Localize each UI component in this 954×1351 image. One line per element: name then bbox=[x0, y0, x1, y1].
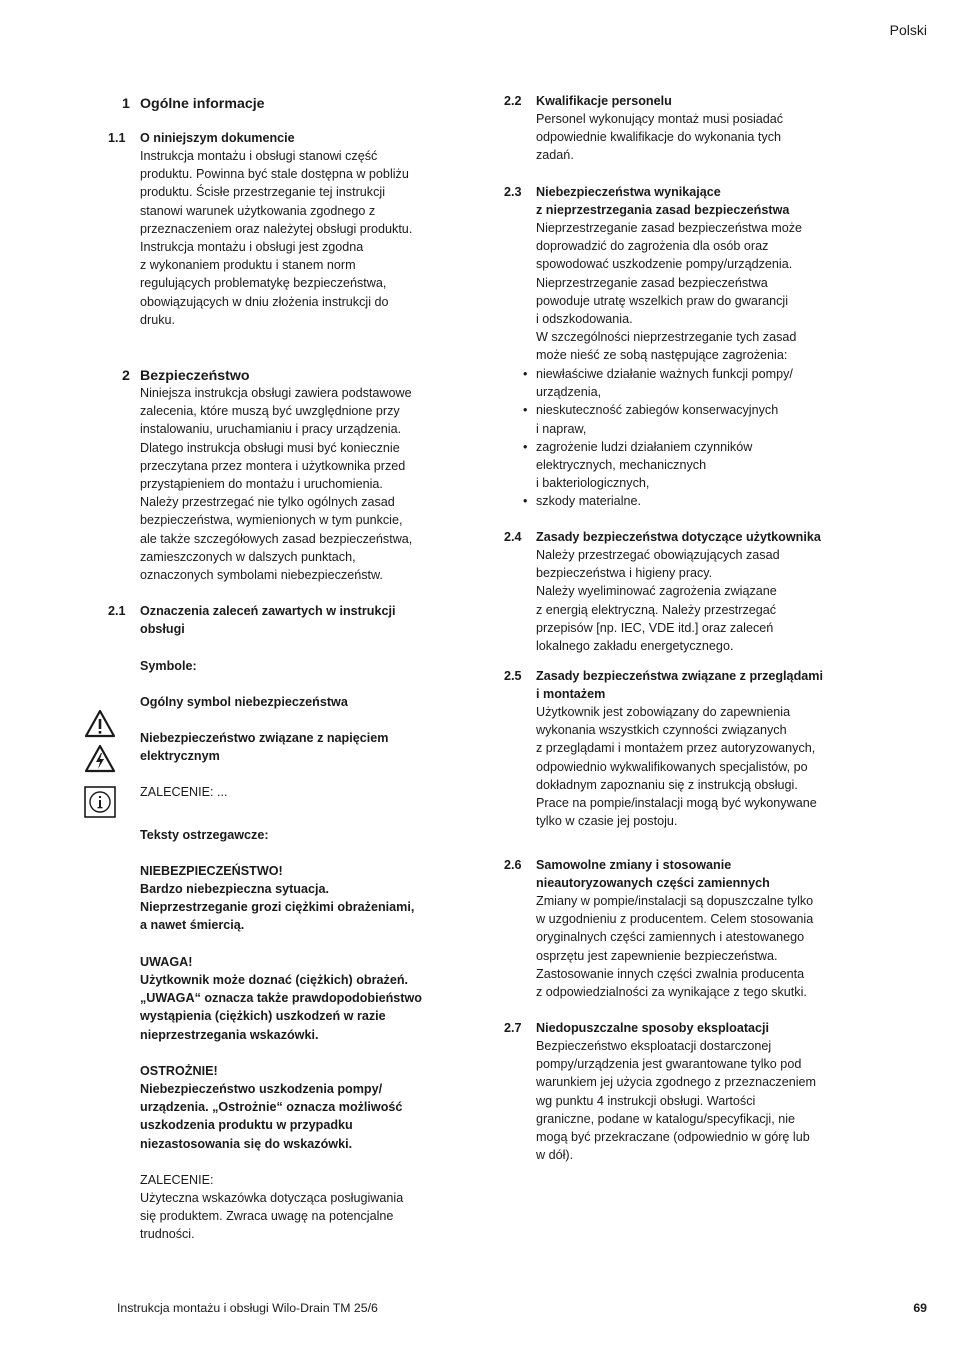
list-item: • szkody materialne. bbox=[536, 492, 836, 510]
section-text: Użytkownik jest zobowiązany do zapewnienia wykonania wszystkich czynności związanych z przeglądami i montażem przez autoryzowanych, odpowiednio wykwalifikowanych specjalistów, po dokładnym zapoznaniu się z instrukcją obsługi. Prace na pompie/instalacji mogą być wykonywane tylko w czasie jej postoju. bbox=[536, 705, 817, 829]
section-title: Samowolne zmiany i stosowanie nieautoryzowanych części zamiennych bbox=[536, 858, 770, 891]
section-number: 2 bbox=[122, 368, 130, 384]
section-title: Kwalifikacje personelu bbox=[536, 94, 672, 108]
section-text: Należy przestrzegać obowiązujących zasad bezpieczeństwa i higieny pracy. Należy wyeliminować zagrożenia związane z energią elektryczną. Należy przestrzegać przepisów [np. IEC, VDE itd.] oraz zaleceń lokalnego zakładu energetycznego. bbox=[536, 548, 780, 654]
section-title: Bezpieczeństwo bbox=[140, 368, 250, 384]
section-text: Zmiany w pompie/instalacji są dopuszczalne tylko w uzgodnieniu z producentem. Celem stosowania oryginalnych części zamiennych i atestowanego osprzętu jest zapewnienie bezpieczeństwa. Zastosowanie innych części zwalnia producenta z odpowiedzialności za wynikające z tego skutki. bbox=[536, 894, 814, 1000]
section-text: Nieprzestrzeganie zasad bezpieczeństwa może doprowadzić do zagrożenia dla osób oraz spowodować uszkodzenie pompy/urządzenia. Nieprzestrzeganie zasad bezpieczeństwa powoduje utratę wszelkich praw do gwarancji i odszkodowania. W szczególności nieprzestrzeganie tych zasad może nieść ze sobą następujące zagrożenia: bbox=[536, 221, 803, 363]
list-item: • zagrożenie ludzi działaniem czynników elektrycznych, mechanicznych i bakteriologicznych, bbox=[536, 438, 836, 493]
section-number: 2.5 bbox=[504, 669, 522, 683]
section-number: 2.2 bbox=[504, 94, 522, 108]
section-title: Ogólne informacje bbox=[140, 96, 265, 112]
section-title: Niedopuszczalne sposoby eksploatacji bbox=[536, 1021, 770, 1035]
hazard-list bbox=[536, 365, 836, 511]
section-title: Niebezpieczeństwa wynikające z nieprzestrzegania zasad bezpieczeństwa bbox=[536, 185, 790, 218]
page-number: 69 bbox=[913, 1301, 927, 1315]
caution-text: Niebezpieczeństwo uszkodzenia pompy/ urządzenia. „Ostrożnie“ oznacza możliwość uszkodzenia produktu w przypadku niezastosowania się do wskazówki. bbox=[140, 1082, 403, 1151]
footer-document-title: Instrukcja montażu i obsługi Wilo-Drain TM 25/6 bbox=[117, 1301, 378, 1315]
danger-text: Bardzo niebezpieczna sytuacja. Nieprzestrzeganie grozi ciężkimi obrażeniami, a nawet śmiercią. bbox=[140, 882, 415, 933]
section-title: Zasady bezpieczeństwa związane z przeglądami i montażem bbox=[536, 669, 823, 702]
list-item: • nieskuteczność zabiegów konserwacyjnych i napraw, bbox=[536, 401, 836, 437]
section-number: 2.7 bbox=[504, 1021, 522, 1035]
section-number: 1.1 bbox=[108, 131, 126, 145]
section-text: Bezpieczeństwo eksploatacji dostarczonej pompy/urządzenia jest gwarantowane tylko pod warunkiem jej użycia zgodnego z przeznaczeniem wg punktu 4 instrukcji obsługi. Wartości graniczne, podane w katalogu/specyfikacji, nie mogą być przekraczane (odpowiednio w górę lub w dół). bbox=[536, 1039, 817, 1163]
danger-title: NIEBEZPIECZEŃSTWO! bbox=[140, 864, 283, 878]
warning-text: Użytkownik może doznać (ciężkich) obrażeń. „UWAGA“ oznacza także prawdopodobieństwo wystąpienia (ciężkich) uszkodzeń w razie nieprzestrzegania wskazówki. bbox=[140, 973, 422, 1042]
section-text: Personel wykonujący montaż musi posiadać odpowiednie kwalifikacje do wykonania tych zadań. bbox=[536, 112, 784, 163]
section-number: 2.1 bbox=[108, 604, 126, 618]
note-title: ZALECENIE: bbox=[140, 1173, 214, 1187]
section-title: Oznaczenia zaleceń zawartych w instrukcji obsługi bbox=[140, 604, 396, 637]
warning-title: UWAGA! bbox=[140, 955, 193, 969]
symbol-electric-label: Niebezpieczeństwo związane z napięciem elektrycznym bbox=[140, 731, 389, 764]
section-number: 2.4 bbox=[504, 530, 522, 544]
note-text: Użyteczna wskazówka dotycząca posługiwania się produktem. Zwraca uwagę na potencjalne trudności. bbox=[140, 1191, 404, 1242]
info-icon bbox=[84, 786, 116, 823]
section-text: Instrukcja montażu i obsługi stanowi część produktu. Powinna być stale dostępna w pobliżu produktu. Ścisłe przestrzeganie tej instrukcji stanowi warunek użytkowania zgodnego z przeznaczeniem oraz należytej obsługi produktu. Instrukcja montażu i obsługi jest zgodna z wykonaniem produktu i stanem norm regulujących problematykę bezpieczeństwa, obowiązujących w dniu złożenia instrukcji do druku. bbox=[140, 149, 413, 327]
section-number: 2.6 bbox=[504, 858, 522, 872]
section-number: 2.3 bbox=[504, 185, 522, 199]
electric-hazard-icon bbox=[84, 744, 116, 778]
section-title: Zasady bezpieczeństwa dotyczące użytkownika bbox=[536, 530, 821, 544]
section-title: O niniejszym dokumencie bbox=[140, 131, 295, 145]
symbol-general-label: Ogólny symbol niebezpieczeństwa bbox=[140, 695, 348, 709]
warning-triangle-icon bbox=[84, 709, 116, 743]
section-number: 1 bbox=[122, 96, 130, 112]
language-label: Polski bbox=[889, 22, 927, 38]
warnings-label: Teksty ostrzegawcze: bbox=[140, 828, 269, 842]
symbol-note-label: ZALECENIE: ... bbox=[140, 785, 228, 799]
list-item: • niewłaściwe działanie ważnych funkcji pompy/ urządzenia, bbox=[536, 365, 836, 401]
caution-title: OSTROŻNIE! bbox=[140, 1064, 218, 1078]
section-text: Niniejsza instrukcja obsługi zawiera podstawowe zalecenia, które muszą być uwzględnione przy instalowaniu, uruchamianiu i pracy urządzenia. Dlatego instrukcja obsługi musi być koniecznie przeczytana przez montera i użytkownika przed przystąpieniem do montażu i uruchomienia. Należy przestrzegać nie tylko ogólnych zasad bezpieczeństwa, wymienionych w tym punkcie, ale także szczegółowych zasad bezpieczeństwa, zamieszczonych w dalszych punktach, oznaczonych symbolami niebezpieczeństw. bbox=[140, 386, 413, 583]
symbols-label: Symbole: bbox=[140, 659, 197, 673]
